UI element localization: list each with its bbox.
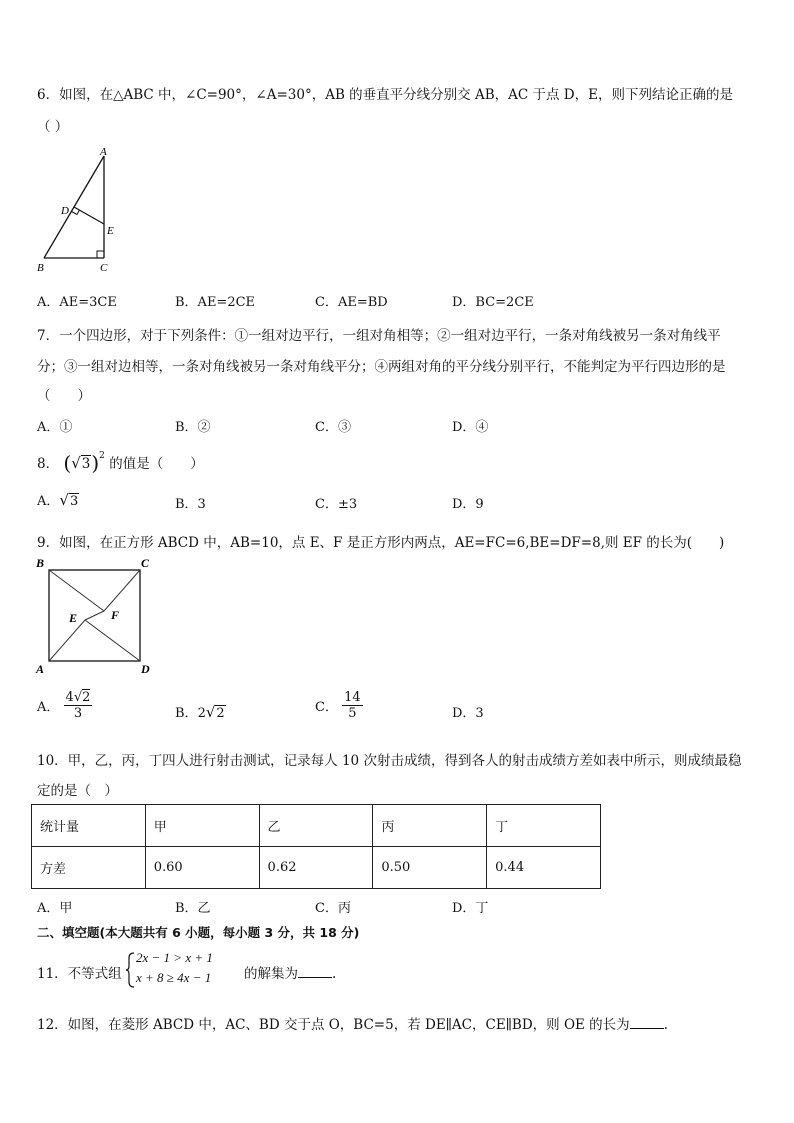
- q8-option-a-prefix: A．: [37, 494, 60, 509]
- q12-answer-blank[interactable]: [630, 1016, 664, 1029]
- table-cell: 0.60: [145, 847, 259, 889]
- q9-option-c-num: 14: [344, 690, 361, 705]
- q9-option-a-radicand: 2: [82, 690, 91, 705]
- q11-prefix: 11．不等式组: [37, 966, 122, 982]
- q6-option-b[interactable]: B．AE=2CE: [175, 295, 256, 310]
- q9-option-b-prefix: B．: [175, 706, 198, 721]
- q7-option-b[interactable]: B．②: [175, 420, 211, 435]
- q6-option-c[interactable]: C．AE=BD: [315, 295, 388, 310]
- table-cell: 统计量: [32, 805, 146, 847]
- q8-option-b[interactable]: B．3: [175, 497, 206, 512]
- q8-option-a-radicand: 3: [69, 494, 79, 509]
- q9-option-c[interactable]: [315, 690, 363, 721]
- q10-variance-table: [31, 804, 601, 889]
- table-cell: 0.50: [373, 847, 487, 889]
- q7-line2: 分；③一组对边相等，一条对角线被另一条对角线平分；④两组对角的平分线分别平行，不能判定为平行四边形的是: [37, 359, 726, 375]
- brace-icon: [125, 952, 135, 988]
- q9-label-b: B: [36, 556, 45, 570]
- q11-inequality-2: x + 8 ≥ 4x − 1: [136, 970, 212, 985]
- table-cell: 丁: [487, 805, 601, 847]
- q9-option-a-prefix: A．: [37, 700, 60, 715]
- table-cell: 甲: [145, 805, 259, 847]
- q9-option-a-den: 3: [73, 706, 83, 721]
- table-cell: 乙: [259, 805, 373, 847]
- q9-square-figure: [30, 552, 160, 680]
- q6-label-e: E: [107, 225, 114, 237]
- q8-radicand: 3: [81, 456, 91, 472]
- q9-option-c-den: 5: [348, 706, 357, 721]
- q10-option-a[interactable]: A．甲: [37, 901, 73, 916]
- q7-paren: （ ）: [37, 388, 91, 404]
- q8-option-d[interactable]: D．9: [452, 497, 484, 512]
- q8-prefix: 8．: [37, 456, 60, 472]
- q10-line2: 定的是（ ）: [37, 783, 118, 799]
- q9-option-c-prefix: C．: [315, 700, 338, 715]
- table-cell: 0.62: [259, 847, 373, 889]
- q6-paren: （ ）: [37, 119, 69, 135]
- q6-label-d: D: [61, 205, 69, 217]
- q6-label-c: C: [100, 262, 108, 274]
- q10-option-d[interactable]: D．丁: [452, 901, 489, 916]
- q11-inequality-1: 2x − 1 > x + 1: [136, 950, 213, 965]
- q9-label-a: A: [36, 662, 45, 676]
- q7-line1: 7．一个四边形，对于下列条件：①一组对边平行，一组对角相等；②一组对边平行，一条对角线被另一条对角线平: [37, 328, 721, 344]
- q6-option-d[interactable]: D．BC=2CE: [452, 295, 534, 310]
- q8-option-a[interactable]: A．√3: [37, 491, 79, 509]
- q6-label-b: B: [37, 262, 44, 274]
- table-cell: 0.44: [487, 847, 601, 889]
- q9-label-d: D: [141, 662, 150, 676]
- q12-end: .: [663, 1017, 668, 1033]
- q11-end: .: [332, 966, 337, 982]
- q10-option-b[interactable]: B．乙: [175, 901, 211, 916]
- q7-option-c[interactable]: C．③: [315, 420, 351, 435]
- q6-option-a[interactable]: A．AE=3CE: [37, 295, 117, 310]
- q12-stem: 12．如图，在菱形 ABCD 中，AC、BD 交于点 O，BC=5，若 DE∥AC，CE∥BD，则 OE 的长为: [37, 1017, 630, 1033]
- q9-option-b-radicand: 2: [216, 706, 225, 721]
- q12-stem-wrap: [37, 1013, 668, 1033]
- q9-option-d[interactable]: D．3: [452, 706, 484, 721]
- q11-suffix: 的解集为: [244, 966, 298, 982]
- q10-line1: 10．甲，乙，丙，丁四人进行射击测试，记录每人 10 次射击成绩，得到各人的射击成绩方差如表中所示，则成绩最稳: [37, 753, 742, 769]
- q8-exponent: 2: [99, 450, 105, 461]
- q7-option-d[interactable]: D．④: [452, 420, 489, 435]
- q9-label-c: C: [141, 556, 150, 570]
- q7-option-a[interactable]: A．①: [37, 420, 73, 435]
- section-title-fill-blank: 二、填空题(本大题共有 6 小题，每小题 3 分，共 18 分): [37, 925, 360, 940]
- q9-option-b[interactable]: B．2√2: [175, 703, 225, 721]
- table-row: [32, 847, 601, 889]
- q6-label-a: A: [100, 146, 107, 158]
- q9-label-e: E: [69, 611, 78, 625]
- table-cell: 丙: [373, 805, 487, 847]
- q8-stem: 8． $(√3)^2$ 的值是（ ）: [37, 450, 204, 475]
- q9-label-f: F: [111, 608, 120, 622]
- q11-suffix-wrap: [244, 962, 336, 982]
- q9-option-b-coef: 2: [197, 706, 206, 721]
- q11-answer-blank[interactable]: [298, 965, 332, 978]
- q6-triangle-figure: [30, 145, 130, 275]
- table-cell: 方差: [32, 847, 146, 889]
- table-header-row: [32, 805, 601, 847]
- q6-stem: 6．如图，在△ABC 中，∠C=90°，∠A=30°，AB 的垂直平分线分别交 AB，AC 于点 D，E，则下列结论正确的是: [37, 87, 733, 103]
- q8-option-c[interactable]: C．±3: [315, 497, 358, 512]
- q9-stem: 9．如图，在正方形 ABCD 中，AB=10，点 E、F 是正方形内两点，AE=FC=6,BE=DF=8,则 EF 的长为( ): [37, 535, 725, 551]
- q8-suffix: 的值是（ ）: [109, 456, 204, 472]
- q9-option-a[interactable]: A． $\frac{4√2}{3}$: [37, 690, 91, 721]
- q9-option-a-coef: 4: [65, 690, 74, 705]
- q10-option-c[interactable]: C．丙: [315, 901, 351, 916]
